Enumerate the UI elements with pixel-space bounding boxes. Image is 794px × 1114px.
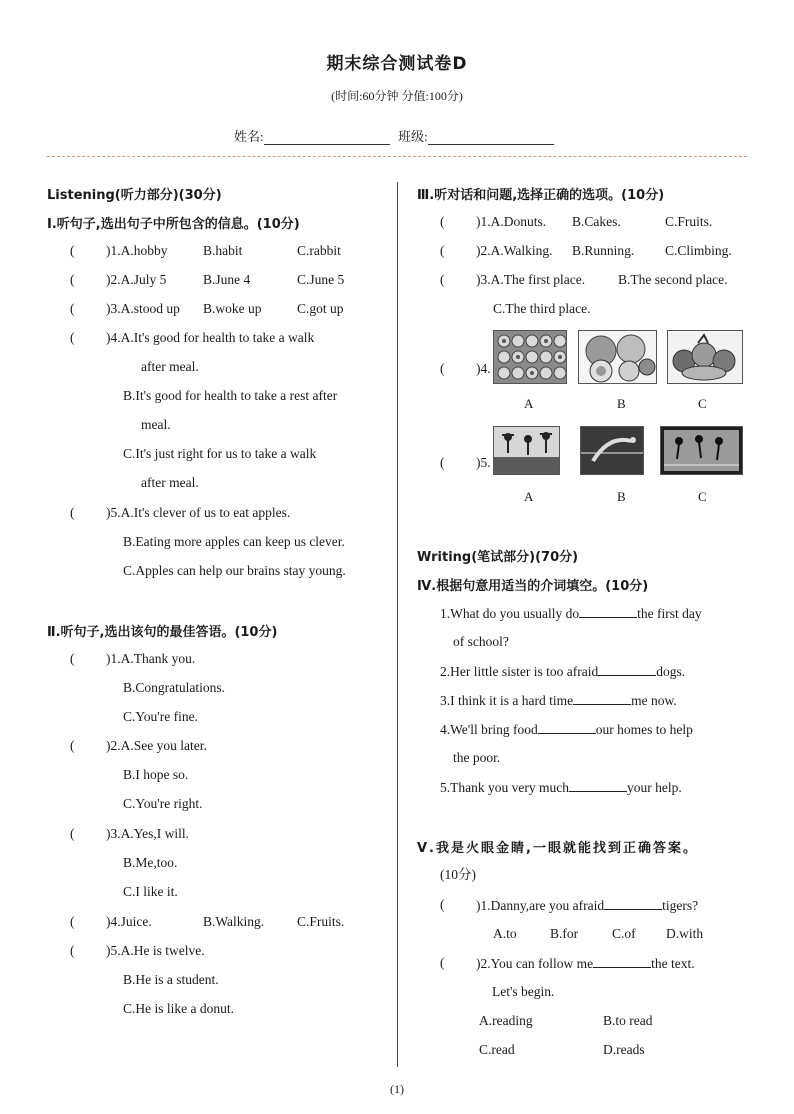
s4-q4-cont: the poor. bbox=[453, 750, 501, 765]
name-label: 姓名: bbox=[234, 129, 264, 144]
section-3-title: Ⅲ.听对话和问题,选择正确的选项。(10分) bbox=[417, 188, 665, 203]
s2-q5-c: C.He is like a donut. bbox=[123, 1001, 234, 1016]
class-blank[interactable] bbox=[428, 130, 554, 145]
s2-q1-paren[interactable]: ( bbox=[70, 651, 75, 666]
s5-q1-paren[interactable]: ( bbox=[440, 897, 445, 912]
s2-q2-a: )2.A.See you later. bbox=[106, 738, 207, 753]
s2-q5-b: B.He is a student. bbox=[123, 972, 219, 987]
s3-q1-c: C.Fruits. bbox=[665, 214, 713, 229]
s3-q5-label-a: A bbox=[524, 489, 534, 504]
s4-q5-text2: your help. bbox=[626, 780, 682, 795]
s2-q4-a: )4.Juice. bbox=[106, 914, 152, 929]
s5-q1-a: A.to bbox=[493, 926, 517, 941]
s4-q1-text: 1.What do you usually do bbox=[440, 606, 580, 621]
donuts-tray-picture[interactable] bbox=[493, 330, 567, 384]
s1-q4-paren[interactable]: ( bbox=[70, 330, 75, 345]
s3-q3-a: )3.A.The first place. bbox=[476, 272, 586, 287]
section-1-title: Ⅰ.听句子,选出句子中所包含的信息。(10分) bbox=[47, 217, 300, 232]
class-label: 班级: bbox=[398, 129, 428, 144]
s1-q1-b: B.habit bbox=[203, 243, 243, 258]
s1-q3-b: B.woke up bbox=[203, 301, 262, 316]
s1-q4-c-cont: after meal. bbox=[141, 475, 199, 490]
s5-q2-a: A.reading bbox=[479, 1013, 533, 1028]
s1-q2-a: )2.A.July 5 bbox=[106, 272, 167, 287]
s4-q5 bbox=[440, 778, 682, 797]
s5-q2-cont: Let's begin. bbox=[492, 984, 555, 999]
s2-q3-a: )3.A.Yes,I will. bbox=[106, 826, 190, 841]
s5-q1-text2: tigers? bbox=[662, 898, 699, 913]
s1-q1-paren[interactable]: ( bbox=[70, 243, 75, 258]
s4-q1 bbox=[440, 604, 702, 623]
s2-q5-paren[interactable]: ( bbox=[70, 943, 75, 958]
s1-q5-a: )5.A.It's clever of us to eat apples. bbox=[106, 505, 291, 520]
s1-q3-a: )3.A.stood up bbox=[106, 301, 180, 316]
s2-q4-paren[interactable]: ( bbox=[70, 914, 75, 929]
s1-q5-c: C.Apples can help our brains stay young. bbox=[123, 563, 346, 578]
s4-q4-text2: our homes to help bbox=[595, 722, 693, 737]
section-5-points: (10分) bbox=[440, 867, 476, 882]
s3-q4-paren[interactable]: ( bbox=[440, 361, 445, 376]
writing-label: Writing(笔试部分)(70分) bbox=[417, 550, 579, 565]
s3-q1-paren[interactable]: ( bbox=[440, 214, 445, 229]
s5-q2-blank[interactable] bbox=[593, 954, 651, 968]
s5-q2-paren[interactable]: ( bbox=[440, 955, 445, 970]
s5-q1-d: D.with bbox=[666, 926, 704, 941]
citrus-fruits-picture[interactable] bbox=[578, 330, 657, 384]
s1-q2-c: C.June 5 bbox=[297, 272, 345, 287]
s4-q2-blank[interactable] bbox=[598, 662, 656, 676]
s2-q4-b: B.Walking. bbox=[203, 914, 265, 929]
s5-q1-blank[interactable] bbox=[604, 896, 662, 910]
s5-q1-text: )1.Danny,are you afraid bbox=[476, 898, 605, 913]
s3-q4-label-c: C bbox=[698, 396, 707, 411]
s1-q2-b: B.June 4 bbox=[203, 272, 251, 287]
s1-q3-paren[interactable]: ( bbox=[70, 301, 75, 316]
s5-q1 bbox=[476, 896, 698, 915]
s1-q4-c: C.It's just right for us to take a walk bbox=[123, 446, 317, 461]
s5-q2 bbox=[476, 954, 695, 973]
s1-q4-a-cont: after meal. bbox=[141, 359, 199, 374]
class-field[interactable] bbox=[398, 126, 554, 145]
s1-q4-a: )4.A.It's good for health to take a walk bbox=[106, 330, 315, 345]
s2-q3-paren[interactable]: ( bbox=[70, 826, 75, 841]
s5-q2-c: C.read bbox=[479, 1042, 515, 1057]
s1-q1-c: C.rabbit bbox=[297, 243, 341, 258]
s2-q3-b: B.Me,too. bbox=[123, 855, 178, 870]
s1-q1-a: )1.A.hobby bbox=[106, 243, 168, 258]
s2-q3-c: C.I like it. bbox=[123, 884, 178, 899]
s4-q1-cont: of school? bbox=[453, 634, 509, 649]
s2-q1-b: B.Congratulations. bbox=[123, 680, 225, 695]
s4-q3-text: 3.I think it is a hard time bbox=[440, 693, 574, 708]
listening-label: Listening(听力部分)(30分) bbox=[47, 188, 222, 203]
s4-q4 bbox=[440, 720, 693, 739]
s1-q5-b: B.Eating more apples can keep us clever. bbox=[123, 534, 345, 549]
s4-q4-blank[interactable] bbox=[538, 720, 596, 734]
section-4-title: Ⅳ.根据句意用适当的介词填空。(10分) bbox=[417, 579, 649, 594]
s2-q5-a: )5.A.He is twelve. bbox=[106, 943, 205, 958]
s3-q2-a: )2.A.Walking. bbox=[476, 243, 553, 258]
s3-q5-paren[interactable]: ( bbox=[440, 455, 445, 470]
s2-q2-c: C.You're right. bbox=[123, 796, 203, 811]
page-number: (1) bbox=[390, 1082, 404, 1096]
s3-q2-b: B.Running. bbox=[572, 243, 635, 258]
s2-q2-b: B.I hope so. bbox=[123, 767, 189, 782]
s1-q5-paren[interactable]: ( bbox=[70, 505, 75, 520]
s4-q4-text: 4.We'll bring food bbox=[440, 722, 538, 737]
s3-q4-number: )4. bbox=[476, 361, 491, 376]
s3-q5-label-b: B bbox=[617, 489, 626, 504]
s3-q2-paren[interactable]: ( bbox=[440, 243, 445, 258]
running-race-picture[interactable] bbox=[660, 426, 743, 475]
s3-q2-c: C.Climbing. bbox=[665, 243, 732, 258]
athletes-track-picture[interactable] bbox=[493, 426, 560, 475]
s2-q1-a: )1.A.Thank you. bbox=[106, 651, 196, 666]
s4-q5-text: 5.Thank you very much bbox=[440, 780, 569, 795]
fruit-basket-picture[interactable] bbox=[667, 330, 743, 384]
s3-q4-label-a: A bbox=[524, 396, 534, 411]
name-field[interactable] bbox=[234, 126, 390, 145]
s3-q5-label-c: C bbox=[698, 489, 707, 504]
s4-q2-text2: dogs. bbox=[656, 664, 686, 679]
s5-q2-d: D.reads bbox=[603, 1042, 645, 1057]
s4-q2 bbox=[440, 662, 685, 681]
s1-q2-paren[interactable]: ( bbox=[70, 272, 75, 287]
s5-q1-c: C.of bbox=[612, 926, 636, 941]
s1-q4-b-cont: meal. bbox=[141, 417, 171, 432]
s3-q3-paren[interactable]: ( bbox=[440, 272, 445, 287]
s5-q2-text2: the text. bbox=[651, 956, 695, 971]
s3-q5-number: )5. bbox=[476, 455, 491, 470]
s5-q2-b: B.to read bbox=[603, 1013, 653, 1028]
s4-q3 bbox=[440, 691, 677, 710]
s3-q1-a: )1.A.Donuts. bbox=[476, 214, 547, 229]
s3-q1-b: B.Cakes. bbox=[572, 214, 621, 229]
s1-q4-b: B.It's good for health to take a rest after bbox=[123, 388, 338, 403]
s4-q1-blank[interactable] bbox=[579, 604, 637, 618]
s1-q3-c: C.got up bbox=[297, 301, 344, 316]
s5-q1-b: B.for bbox=[550, 926, 579, 941]
high-jump-picture[interactable] bbox=[580, 426, 644, 475]
s3-q3-c: C.The third place. bbox=[493, 301, 591, 316]
s2-q4-c: C.Fruits. bbox=[297, 914, 345, 929]
s2-q2-paren[interactable]: ( bbox=[70, 738, 75, 753]
time-score-info: (时间:60分钟 分值:100分) bbox=[331, 89, 463, 103]
section-2-title: Ⅱ.听句子,选出该句的最佳答语。(10分) bbox=[47, 625, 278, 640]
s4-q2-text: 2.Her little sister is too afraid bbox=[440, 664, 599, 679]
s2-q1-c: C.You're fine. bbox=[123, 709, 198, 724]
dashed-divider bbox=[47, 156, 747, 157]
s4-q5-blank[interactable] bbox=[569, 778, 627, 792]
s3-q4-label-b: B bbox=[617, 396, 626, 411]
s3-q3-b: B.The second place. bbox=[618, 272, 728, 287]
s5-q2-text: )2.You can follow me bbox=[476, 956, 594, 971]
section-5-title: Ⅴ.我是火眼金睛,一眼就能找到正确答案。 bbox=[417, 841, 698, 856]
column-divider bbox=[397, 182, 398, 1067]
page-title: 期末综合测试卷D bbox=[326, 54, 468, 74]
s4-q1-text2: the first day bbox=[637, 606, 702, 621]
name-blank[interactable] bbox=[264, 130, 390, 145]
s4-q3-text2: me now. bbox=[631, 693, 677, 708]
s4-q3-blank[interactable] bbox=[573, 691, 631, 705]
